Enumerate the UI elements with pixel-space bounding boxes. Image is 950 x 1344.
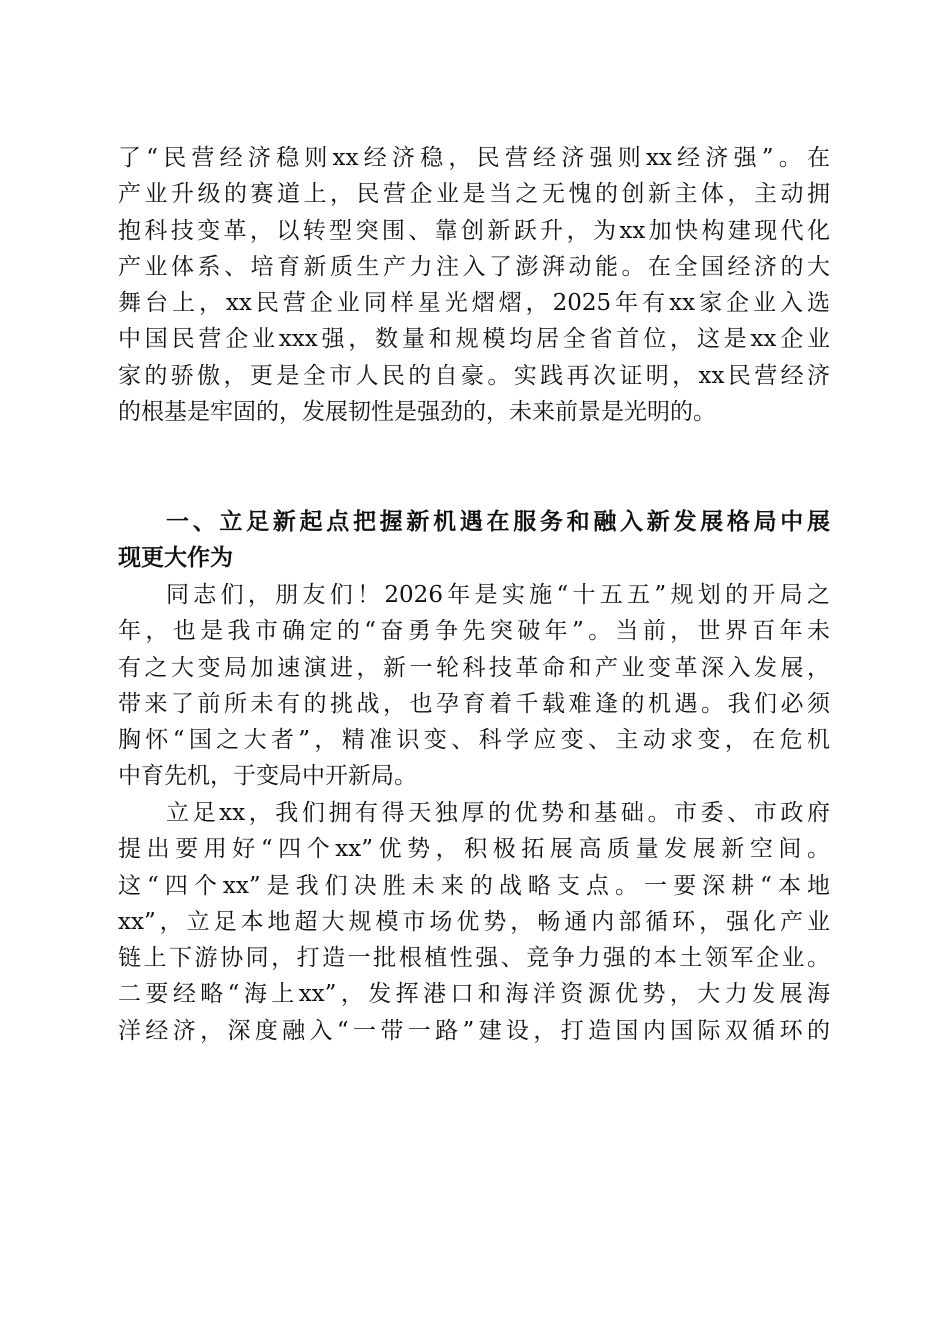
heading-line: 现更大作为 xyxy=(118,545,233,572)
paragraph-line: 链上下游协同，打造一批根植性强、竞争力强的本土领军企业。 xyxy=(118,945,830,972)
paragraph-line: 立足xx，我们拥有得天独厚的优势和基础。市委、市政府 xyxy=(166,800,830,826)
paragraph-2 xyxy=(118,577,830,795)
paragraph-line: 了“民营经济稳则xx经济稳，民营经济强则xx经济强”。在 xyxy=(118,145,830,171)
paragraph-line: 的根基是牢固的，发展韧性是强劲的，未来前景是光明的。 xyxy=(118,399,716,426)
paragraph-3 xyxy=(118,795,830,1049)
paragraph-line: 中育先机，于变局中开新局。 xyxy=(118,763,417,790)
paragraph-line: 洋经济，深度融入“一带一路”建设，打造国内国际双循环的 xyxy=(118,1017,830,1044)
paragraph-line: 提出要用好“四个xx”优势，积极拓展高质量发展新空间。 xyxy=(118,836,830,863)
paragraph-line: 舞台上，xx民营企业同样星光熠熠，2025年有xx家企业入选 xyxy=(118,290,830,317)
paragraph-1 xyxy=(118,140,830,430)
paragraph-line: 产业升级的赛道上，民营企业是当之无愧的创新主体，主动拥 xyxy=(118,181,830,208)
paragraph-line: 产业体系、培育新质生产力注入了澎湃动能。在全国经济的大 xyxy=(118,253,830,280)
paragraph-line: 带来了前所未有的挑战，也孕育着千载难逢的机遇。我们必须 xyxy=(118,690,830,717)
paragraph-line: 这“四个xx”是我们决胜未来的战略支点。一要深耕“本地 xyxy=(118,872,830,899)
paragraph-line: 中国民营企业xxx强，数量和规模均居全省首位，这是xx企业 xyxy=(118,326,830,353)
paragraph-line: 二要经略“海上xx”，发挥港口和海洋资源优势，大力发展海 xyxy=(118,981,830,1008)
section-heading xyxy=(118,504,830,577)
paragraph-line: 抱科技变革，以转型突围、靠创新跃升，为xx加快构建现代化 xyxy=(118,217,830,244)
paragraph-line: xx”，立足本地超大规模市场优势，畅通内部循环，强化产业 xyxy=(118,908,830,935)
paragraph-line: 家的骄傲，更是全市人民的自豪。实践再次证明，xx民营经济 xyxy=(118,362,830,389)
paragraph-line: 年，也是我市确定的“奋勇争先突破年”。当前，世界百年未 xyxy=(118,618,830,645)
paragraph-line: 同志们，朋友们！2026年是实施“十五五”规划的开局之 xyxy=(166,582,830,608)
paragraph-line: 胸怀“国之大者”，精准识变、科学应变、主动求变，在危机 xyxy=(118,727,830,754)
heading-line: 一、立足新起点把握新机遇在服务和融入新发展格局中展 xyxy=(166,509,830,535)
paragraph-line: 有之大变局加速演进，新一轮科技革命和产业变革深入发展， xyxy=(118,654,830,681)
